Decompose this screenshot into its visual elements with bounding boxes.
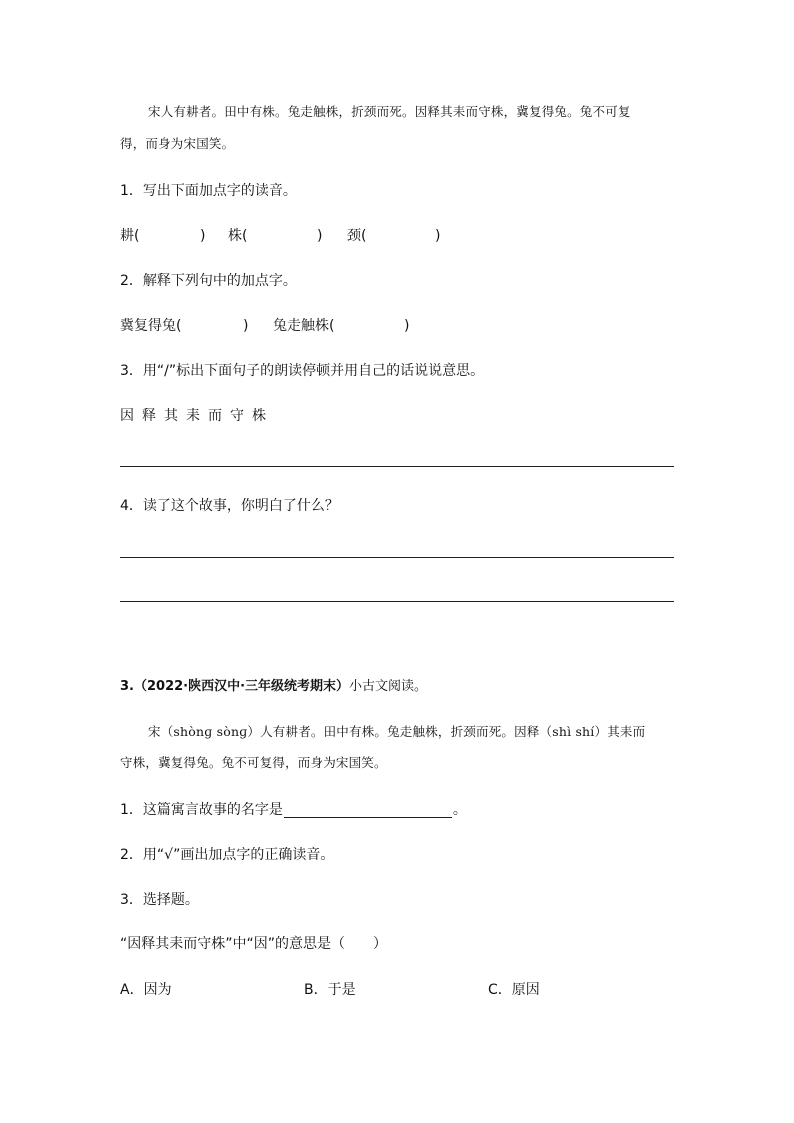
answer-line[interactable] bbox=[120, 557, 674, 558]
section3-heading-source: （2022·陕西汉中·三年级统考期末） bbox=[133, 679, 350, 694]
q1-2-item-zou-open: 兔走触株( bbox=[273, 318, 335, 334]
section3-heading-num: 3. bbox=[120, 679, 134, 694]
section3-q3-stem: “因释其耒而守株”中“因”的意思是（ ） bbox=[120, 936, 388, 952]
option-a[interactable]: A．因为 bbox=[120, 982, 172, 998]
section3-passage-line1: 宋（shònɡ sònɡ）人有耕者。田中有株。兔走触株，折颈而死。因释（shì shí）其耒而 bbox=[148, 724, 646, 739]
passage1-line2: 得，而身为宋国笑。 bbox=[120, 136, 235, 151]
section3-q2: 2．用“√”画出加点字的正确读音。 bbox=[120, 847, 335, 863]
q1-1-title: 1．写出下面加点字的读音。 bbox=[120, 183, 297, 199]
section3-heading bbox=[120, 679, 427, 695]
section3-q1 bbox=[120, 802, 467, 818]
q1-1-item-jing-open: 颈( bbox=[347, 228, 367, 244]
q1-2-item-ji-open: 冀复得兔( bbox=[120, 318, 182, 334]
fill-blank[interactable] bbox=[284, 803, 452, 818]
q1-3-sentence: 因释其耒而守株 bbox=[120, 408, 274, 424]
q1-4-title: 4．读了这个故事，你明白了什么？ bbox=[120, 498, 339, 514]
q1-2-title: 2．解释下列句中的加点字。 bbox=[120, 273, 297, 289]
section3-q3: 3．选择题。 bbox=[120, 892, 199, 908]
q1-1-item-zhu-open: 株( bbox=[228, 228, 248, 244]
q1-3-title: 3．用“/”标出下面句子的朗读停顿并用自己的话说说意思。 bbox=[120, 363, 485, 379]
passage1-line1: 宋人有耕者。田中有株。兔走触株，折颈而死。因释其耒而守株，冀复得兔。兔不可复 bbox=[148, 104, 631, 119]
section3-passage-line2: 守株，冀复得兔。兔不可复得，而身为宋国笑。 bbox=[120, 755, 387, 770]
section3-heading-tail: 小古文阅读。 bbox=[349, 679, 428, 694]
section3-q1-prefix: 1．这篇寓言故事的名字是 bbox=[120, 802, 283, 818]
option-c[interactable]: C．原因 bbox=[488, 982, 540, 998]
answer-line[interactable] bbox=[120, 601, 674, 602]
option-b[interactable]: B．于是 bbox=[304, 982, 356, 998]
q1-2-item-ji-close: ) bbox=[243, 318, 249, 334]
section3-q1-suffix: 。 bbox=[452, 802, 467, 818]
answer-line[interactable] bbox=[120, 466, 674, 467]
q1-1-item-geng-open: 耕( bbox=[120, 228, 140, 244]
q1-2-item-zou-close: ) bbox=[404, 318, 410, 334]
q1-1-item-geng-close: ) bbox=[200, 228, 206, 244]
q1-1-item-jing-close: ) bbox=[435, 228, 441, 244]
q1-1-item-zhu-close: ) bbox=[317, 228, 323, 244]
